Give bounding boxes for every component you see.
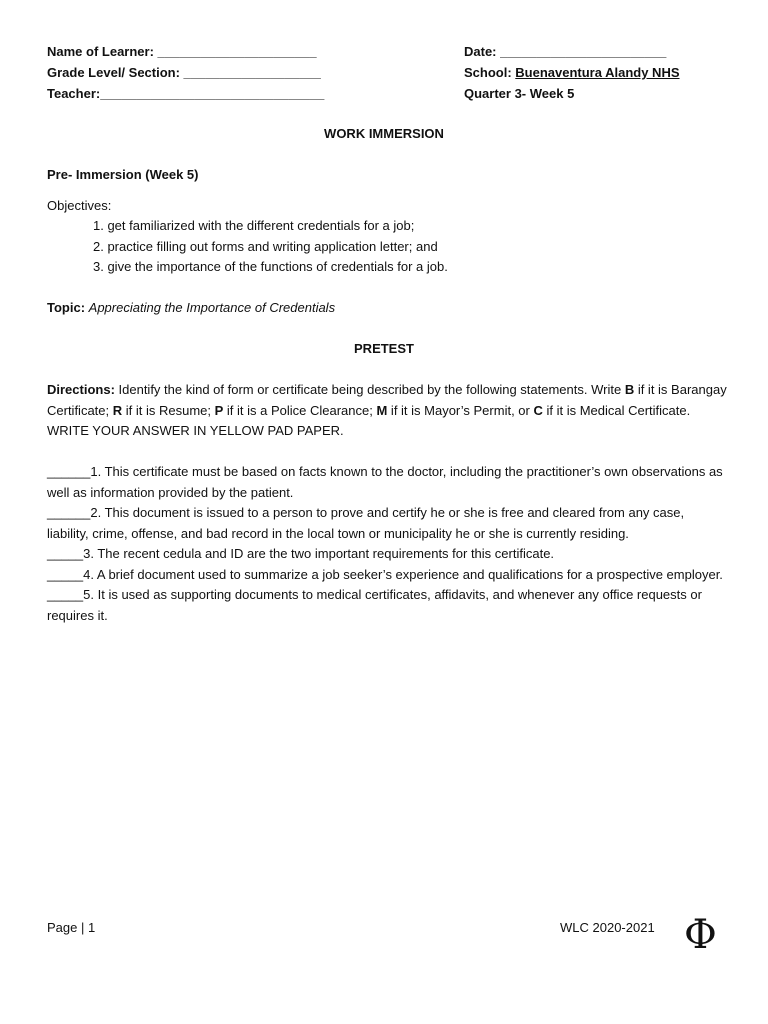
school-name: Buenaventura Alandy NHS — [515, 65, 680, 80]
question-list — [47, 462, 727, 626]
school-year-code: WLC 2020-2021 — [560, 920, 655, 935]
directions-text: if it is Resume; — [122, 402, 215, 418]
topic-line — [47, 298, 335, 319]
answer-key-c: C — [533, 402, 543, 418]
pretest-title: PRETEST — [354, 341, 414, 356]
answer-key-p: P — [214, 402, 224, 418]
objectives-list — [93, 216, 448, 278]
quarter-week: Quarter 3- Week 5 — [464, 86, 575, 101]
objective-item: 3. give the importance of the functions of credentials for a job. — [93, 259, 448, 274]
question-item: ______1. This certificate must be based on facts known to the doctor, including the practitioner’s own observations as well as information provided by the patient. — [47, 464, 723, 500]
question-item: _____5. It is used as supporting documents to medical certificates, affidavits, and whenever any office requests or requires it. — [47, 587, 702, 623]
question-item: _____3. The recent cedula and ID are the two important requirements for this certificate. — [47, 546, 555, 561]
directions-text: if it is Barangay Certificate; — [47, 382, 727, 418]
answer-key-m: M — [376, 402, 388, 418]
document-title: WORK IMMERSION — [324, 126, 444, 141]
objectives-label: Objectives: — [47, 198, 112, 213]
topic-text: Appreciating the Importance of Credentials — [88, 300, 336, 315]
phi-logo-icon: Φ — [684, 912, 717, 958]
date-field: Date: _______________________ — [464, 44, 667, 59]
directions-text: if it is a Police Clearance; — [223, 402, 377, 418]
directions-text: if it is Mayor’s Permit, or — [387, 402, 534, 418]
school-label: School: — [464, 65, 516, 80]
school-field — [464, 63, 680, 84]
directions-paragraph — [47, 380, 727, 442]
topic-label: Topic: — [47, 300, 86, 315]
question-item: ______2. This document is issued to a person to prove and certify he or she is free and cleared from any case, liability, crime, offense, and bad record in the local town or municipality he or she is currently residing. — [47, 505, 685, 541]
pre-immersion-heading: Pre- Immersion (Week 5) — [47, 167, 199, 182]
objective-item: 2. practice filling out forms and writing application letter; and — [93, 238, 438, 254]
question-item: _____4. A brief document used to summarize a job seeker’s experience and qualifications for a prospective employer. — [47, 566, 723, 582]
name-of-learner-field: Name of Learner: ______________________ — [47, 44, 317, 59]
grade-section-field: Grade Level/ Section: ___________________ — [47, 65, 321, 80]
objective-item: 1. get familiarized with the different credentials for a job; — [93, 218, 415, 233]
teacher-field: Teacher:_______________________________ — [47, 86, 325, 101]
answer-key-r: R — [112, 402, 123, 418]
directions-text: if it is Medical Certificate. WRITE YOUR ANSWER IN YELLOW PAD PAPER. — [47, 402, 691, 438]
page-number: Page | 1 — [47, 920, 96, 935]
directions-label: Directions: — [47, 382, 115, 397]
answer-key-b: B — [624, 382, 635, 397]
directions-text: Identify the kind of form or certificate being described by the following statements. Write — [114, 382, 625, 397]
